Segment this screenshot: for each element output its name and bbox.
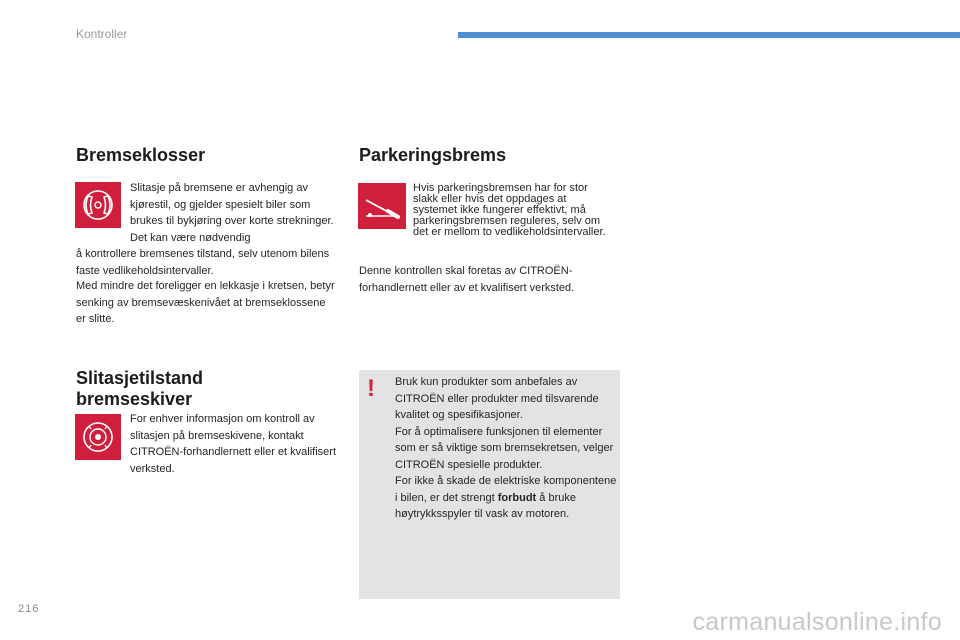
parking-brake-heading: Parkeringsbrems (359, 145, 507, 165)
warning-text-bold: forbudt (497, 491, 537, 504)
brake-disc-icon (75, 414, 121, 460)
brake-discs-heading (76, 368, 203, 410)
warning-text-3b: å bruke høytrykksspyler til vask av motoren. (395, 491, 576, 520)
brake-pads-body-1: å kontrollere bremsenes tilstand, selv utenom bilens faste vedlikeholdsintervaller. (76, 248, 330, 277)
watermark: carmanualsonline.info (692, 608, 942, 636)
brake-discs-heading-line-1: Slitasjetilstand (76, 368, 204, 388)
brake-discs-text: For enhver informasjon om kontroll av slitasjen på bremseskivene, kontakt CITROËN-forhandlernett eller et kvalifisert verksted. (130, 413, 337, 475)
parking-brake-lever-icon (358, 183, 406, 229)
brake-pads-body-2: Med mindre det foreligger en lekkasje i kretsen, betyr senking av bremsevæskenivået at bremseklossene er slitte. (76, 280, 335, 325)
warning-exclamation-icon: ! (367, 375, 375, 402)
brake-pads-heading: Bremseklosser (76, 145, 206, 165)
brake-pads-icon (75, 182, 121, 228)
warning-text-1: Bruk kun produkter som anbefales av CITROËN eller produkter med tilsvarende kvalitet og spesifikasjoner. (395, 376, 599, 421)
section-label: Kontroller (76, 27, 128, 41)
parking-brake-intro: Hvis parkeringsbremsen har for stor slakk eller hvis det oppdages at systemet ikke fungerer effektivt, må parkeringsbremsen reguleres, selv om det er mellom to vedlikeholdsintervaller. (413, 182, 606, 238)
warning-text-3a: For ikke å skade de elektriske komponentene i bilen, er det strengt (395, 475, 617, 504)
header-accent-bar (458, 32, 960, 38)
warning-text-2: For å optimalisere funksjonen til elementer som er så viktige som bremsekretsen, velger CITROËN spesielle produkter. (395, 425, 614, 471)
warning-text (395, 374, 617, 523)
brake-discs-heading-line-2: bremseskiver (76, 389, 193, 409)
page-number: 216 (18, 603, 40, 615)
brake-pads-intro: Slitasje på bremsene er avhengig av kjørestil, og gjelder spesielt biler som brukes til bykjøring over korte strekninger. Det kan være nødvendig (130, 182, 334, 244)
parking-brake-body: Denne kontrollen skal foretas av CITROËN-forhandlernett eller av et kvalifisert verksted. (359, 265, 575, 294)
